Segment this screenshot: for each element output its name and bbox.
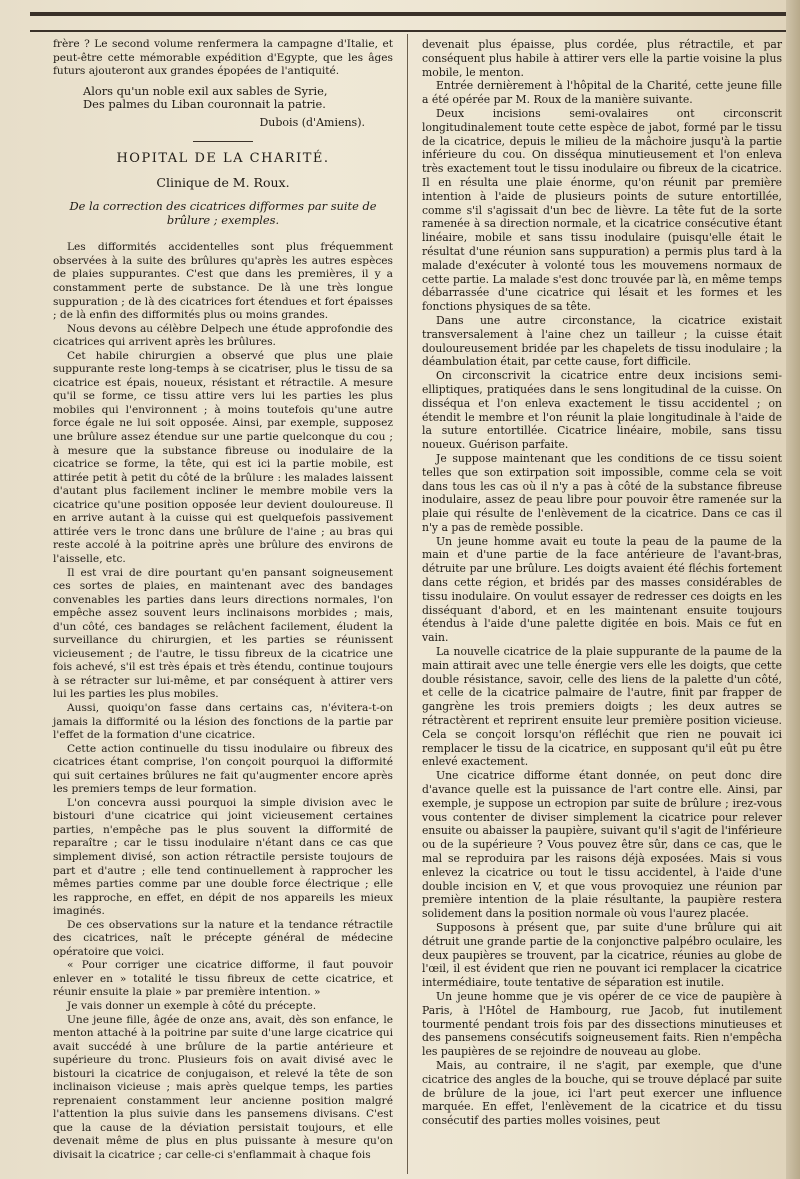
right-column <box>422 38 782 1128</box>
verse <box>83 85 393 112</box>
paragraph: Deux incisions semi-ovalaires ont circonscrit longitudinalement toute cette espèce de jabot, formé par le tissu de la cicatrice, depuis le milieu de la mâchoire jusqu'à la partie inférieure du cou. On disséqua minutieusement et l'on enleva très exactement tout le tissu inodulaire ou fibreux de la cicatrice. Il en résulta une plaie énorme, qu'on réunit par première intention à l'aide de plusieurs points de suture entortillée, comme s'il s'agissait d'un bec de lièvre. La tête fut de la sorte ramenée à sa direction normale, et la cicatrice consécutive étant linéaire, mobile et sans tissu inodulaire (puisqu'elle était le résultat d'une réunion sans suppuration) a permis plus tard à la malade d'exécuter à volonté tous les mouvemens normaux de cette partie. La malade s'est donc trouvée par là, en même temps débarrassée d'une cicatrice qui lésait et les formes et les fonctions physiques de sa tête. <box>422 106 782 314</box>
page-edge <box>786 0 800 1179</box>
verse-line: Des palmes du Liban couronnait la patrie. <box>83 97 326 112</box>
paragraph: On circonscrivit la cicatrice entre deux incisions semi-elliptiques, pratiquées dans le sens longitudinal de la cuisse. On disséqua et l'on enleva exactement le tissu accidentel ; on étendit le membre et l'on réunit la plaie longitudinale à l'aide de la suture entortillée. Cicatrice linéaire, mobile, sans tissu noueux. Guérison parfaite. <box>422 369 782 452</box>
paragraph: Les difformités accidentelles sont plus fréquemment observées à la suite des brûlures qu'après les autres espèces de plaies suppurantes. C'est que dans les premières, il y a constamment perte de substance. De là une très longue suppuration ; de là des cicatrices fort étendues et fort épaisses ; de là enfin des difformités plus ou moins grandes. <box>53 241 393 322</box>
paragraph: Il est vrai de dire pourtant qu'en pansant soigneusement ces sortes de plaies, en maintenant avec des bandages convenables les parties dans leurs directions normales, l'on empêche assez souvent leurs inclinaisons morbides ; mais, d'un côté, ces bandages se relâchent facilement, éludent la surveillance du chirurgien, et les parties se réunissent vicieusement ; de l'autre, le tissu fibreux de la cicatrice une fois achevé, s'il est très épais et très étendu, continue toujours à se rétracter sur lui-même, et par conséquent à attirer vers lui les parties les plus mobiles. <box>53 566 393 701</box>
section-heading: HOPITAL DE LA CHARITÉ. <box>116 151 330 167</box>
article-subtitle: De la correction des cicatrices difformes par suite de brûlure ; exemples. <box>69 199 377 228</box>
verse-line: Alors qu'un noble exil aux sables de Syrie, <box>83 83 328 98</box>
paragraph: Un jeune homme avait eu toute la peau de la paume de la main et d'une partie de la face antérieure de l'avant-bras, détruite par une brûlure. Les doigts avaient été fléchis fortement dans cette région, et bridés par des masses considérables de tissu inodulaire. On voulut essayer de redresser ces doigts en les disséquant d'abord, et en les maintenant ensuite toujours étendus à l'aide d'une palette digitée en bois. Mais ce fut en vain. <box>422 534 782 645</box>
paragraph: Aussi, quoiqu'on fasse dans certains cas, n'évitera-t-on jamais la difformité ou la lésion des fonctions de la partie par l'effet de la formation d'une cicatrice. <box>53 701 393 742</box>
paragraph: La nouvelle cicatrice de la plaie suppurante de la paume de la main attirait avec une telle énergie vers elle les doigts, que cette double résistance, savoir, celle des liens de la palette d'un côté, et celle de la cicatrice palmaire de l'autre, finit par frapper de gangrène les trois premiers doigts ; les deux autres se rétractèrent et reprirent ensuite leur première position vicieuse. Cela se conçoit lorsqu'on réfléchit que rien ne pouvait ici remplacer le tissu de la cicatrice, en supposant qu'il eût pu être enlevé exactement. <box>422 645 782 769</box>
paragraph: Une jeune fille, âgée de onze ans, avait, dès son enfance, le menton attaché à la poitrine par suite d'une large cicatrice qui avait succédé à une brûlure de la partie antérieure et supérieure du tronc. Plusieurs fois on avait divisé avec le bistouri la cicatrice de conjugaison, et relevé la tête de son inclinaison vicieuse ; mais après quelque temps, les parties reprenaient constamment leur ancienne position malgré l'attention la plus suivie dans les pansemens divisans. C'est que la cause de la déviation persistait toujours, et elle devenait même de plus en plus puissante à mesure qu'on divisait la cicatrice ; car celle-ci s'enflammait à chaque fois <box>53 1013 393 1162</box>
paragraph: Dans une autre circonstance, la cicatrice existait transversalement à l'aine chez un tailleur ; la cuisse était douloureusement bridée par les chapelets de tissu inodulaire ; la déambulation était, par cette cause, fort difficile. <box>422 313 782 369</box>
section-separator <box>193 141 253 142</box>
paragraph: Nous devons au célèbre Delpech une étude approfondie des cicatrices qui arrivent après les brûlures. <box>53 322 393 349</box>
intro-paragraph: frère ? Le second volume renfermera la campagne d'Italie, et peut-être cette mémorable expédition d'Egypte, que les âges futurs ajouteront aux grandes épopées de l'antiquité. <box>53 38 393 78</box>
paragraph: Un jeune homme que je vis opérer de ce vice de paupière à Paris, à l'Hôtel de Hambourg, rue Jacob, fut inutilement tourmenté pendant trois fois par des dissections minutieuses et des pansemens consécutifs soigneusement faits. Rien n'empêcha les paupières de se rejoindre de nouveau au globe. <box>422 989 782 1059</box>
left-column <box>53 38 393 1163</box>
paragraph: devenait plus épaisse, plus cordée, plus rétractile, et par conséquent plus habile à attirer vers elle la partie voisine la plus mobile, le menton. <box>422 38 782 79</box>
author-signature: Dubois (d'Amiens). <box>259 115 365 129</box>
paragraph: Je suppose maintenant que les conditions de ce tissu soient telles que son extirpation soit impossible, comme cela se voit dans tous les cas où il n'y a pas à côté de la substance fibreuse inodulaire, assez de peau libre pour pouvoir être ramenée sur la plaie qui résulte de l'enlèvement de la cicatrice. Dans ce cas il n'y a pas de remède possible. <box>422 451 782 534</box>
top-rule <box>30 12 790 32</box>
paragraph: Mais, au contraire, il ne s'agit, par exemple, que d'une cicatrice des angles de la bouche, qui se trouve déplacé par suite de brûlure de la joue, ici l'art peut exercer une influence marquée. En effet, l'enlèvement de la cicatrice et du tissu consécutif des parties molles voisines, peut <box>422 1058 782 1128</box>
paragraph: Une cicatrice difforme étant donnée, on peut donc dire d'avance quelle est la puissance de l'art contre elle. Ainsi, par exemple, je suppose un ectropion par suite de brûlure ; irez-vous vous contenter de diviser simplement la cicatrice pour relever ensuite ou abaisser la paupière, suivant qu'il s'agit de l'inférieure ou de la supérieure ? Vous pouvez être sûr, dans ce cas, que le mal se reproduira par les raisons déjà exposées. Mais si vous enlevez la cicatrice ou tout le tissu accidentel, à l'aide d'une double incision en V, et que vous provoquiez une réunion par première intention de la plaie résultante, la paupière restera solidement dans la position normale où vous l'aurez placée. <box>422 769 782 921</box>
column-divider <box>407 34 408 1174</box>
paragraph: Entrée dernièrement à l'hôpital de la Charité, cette jeune fille a été opérée par M. Roux de la manière suivante. <box>422 79 782 107</box>
paragraph: Cet habile chirurgien a observé que plus une plaie suppurante reste long-temps à se cicatriser, plus le tissu de sa cicatrice est épais, noueux, résistant et rétractile. A mesure qu'il se forme, ce tissu attire vers lui les parties les plus mobiles qui l'environnent ; à moins toutefois qu'une autre force égale ne lui soit opposée. Ainsi, par exemple, supposez une brûlure assez étendue sur une partie quelconque du cou ; à mesure que la substance fibreuse ou inodulaire de la cicatrice se forme, la tête, qui est ici la partie mobile, est attirée petit à petit du côté de la brûlure : les malades laissent d'autant plus facilement incliner le membre mobile vers la cicatrice qu'une position opposée leur devient douloureuse. Il en arrive autant à la cuisse qui est quelquefois passivement attirée vers le tronc dans une brûlure de l'aine ; au bras qui reste accolé à la poitrine après une brûlure des environs de l'aisselle, etc. <box>53 349 393 565</box>
quote-paragraph: « Pour corriger une cicatrice difforme, il faut pouvoir enlever en » totalité le tissu fibreux de cette cicatrice, et réunir ensuite la plaie » par première intention. » <box>53 959 393 999</box>
paragraph: De ces observations sur la nature et la tendance rétractile des cicatrices, naît le précepte général de médecine opératoire que voici. <box>53 918 393 958</box>
paragraph: Je vais donner un exemple à côté du précepte. <box>67 1000 317 1012</box>
paragraph: L'on concevra aussi pourquoi la simple division avec le bistouri d'une cicatrice qui joint vicieusement certaines parties, n'empêche pas le plus souvent la difformité de reparaître ; car le tissu inodulaire n'étant dans ce cas que simplement divisé, son action rétractile persiste toujours de part et d'autre ; elle tend continuellement à rapprocher les mêmes parties comme par une double force électrique ; elle les rapproche, en effet, en dépit de nos appareils les mieux imaginés. <box>53 796 393 918</box>
section-subheading: Clinique de M. Roux. <box>156 174 290 190</box>
paragraph: Cette action continuelle du tissu inodulaire ou fibreux des cicatrices étant comprise, l'on conçoit pourquoi la difformité qui suit certaines brûlures ne fait qu'augmenter encore après les premiers temps de leur formation. <box>53 742 393 796</box>
paragraph: Supposons à présent que, par suite d'une brûlure qui ait détruit une grande partie de la conjonctive palpébro oculaire, les deux paupières se trouvent, par la cicatrice, réunies au globe de l'œil, il est évident que rien ne pouvant ici remplacer la cicatrice intermédiaire, toute tentative de séparation est inutile. <box>422 921 782 990</box>
